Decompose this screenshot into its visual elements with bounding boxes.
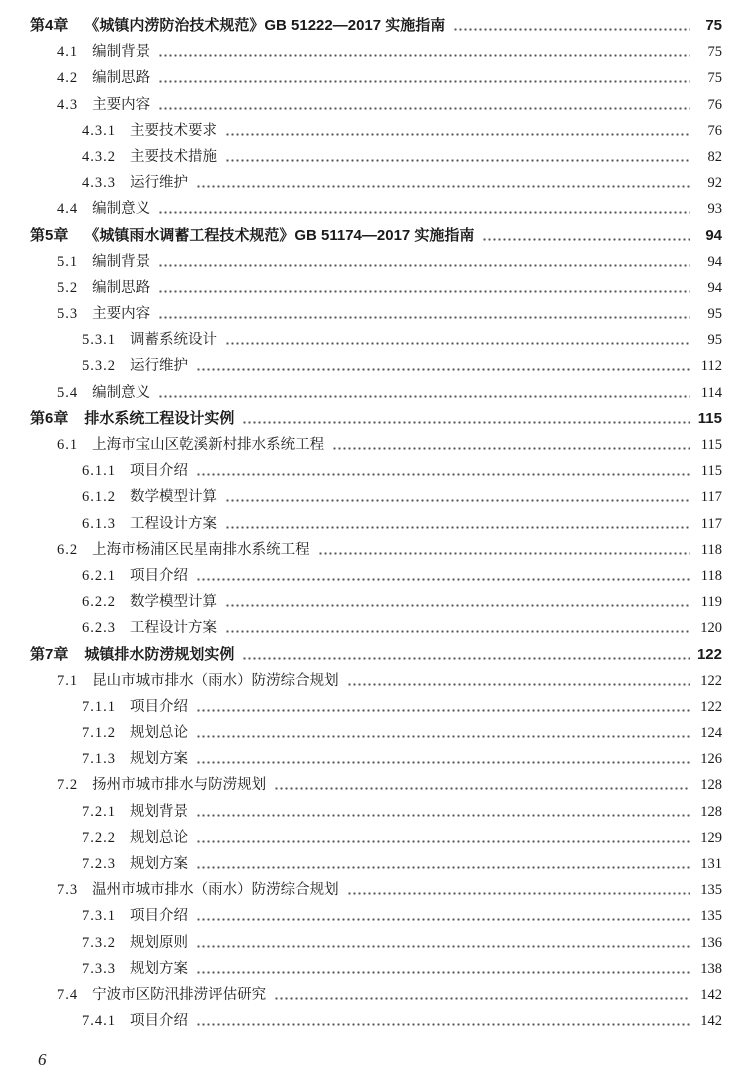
- toc-leader-dots: [196, 956, 690, 982]
- toc-leader-dots: [332, 432, 690, 458]
- toc-entry-label: 项目介绍: [130, 463, 188, 480]
- toc-entry: [30, 956, 722, 982]
- toc-entry-label: 编制思路: [92, 70, 151, 87]
- toc-entry: [30, 406, 722, 432]
- toc-entry-page: 82: [707, 148, 722, 165]
- toc-entry-page: 115: [697, 409, 722, 427]
- toc-entry-label: 上海市宝山区乾溪新村排水系统工程: [92, 437, 325, 453]
- toc-leader-dots: [242, 642, 690, 668]
- toc-leader-dots: [225, 144, 690, 170]
- toc-leader-dots: [196, 563, 690, 589]
- toc-entry-page: 120: [700, 620, 722, 637]
- toc-entry-label: 规划方案: [130, 960, 188, 977]
- toc-entry-label: 主要内容: [92, 306, 151, 323]
- toc-entry: [30, 327, 722, 353]
- toc-entry-page: 94: [707, 253, 722, 270]
- toc-entry-label: 项目介绍: [130, 698, 188, 715]
- toc-entry: [30, 301, 722, 327]
- toc-entry-number: 7.4: [57, 986, 79, 1003]
- toc-entry-number: 4.3.3: [82, 175, 116, 192]
- toc-entry: [30, 432, 722, 458]
- toc-entry-label: 昆山市城市排水（雨水）防涝综合规划: [92, 672, 339, 689]
- toc-entry-page: 118: [700, 541, 722, 558]
- toc-entry-label: 温州市城市排水（雨水）防涝综合规划: [92, 882, 339, 899]
- toc-entry-number: 6.1.3: [82, 515, 116, 532]
- toc-entry-number: 6.1.1: [82, 463, 116, 480]
- toc-leader-dots: [453, 13, 690, 39]
- toc-entry-page: 95: [707, 332, 722, 349]
- toc-leader-dots: [196, 170, 690, 196]
- toc-entry: [30, 65, 722, 91]
- toc-leader-dots: [158, 196, 690, 222]
- toc-entry-label: 编制背景: [92, 253, 151, 270]
- toc-leader-dots: [196, 694, 690, 720]
- toc-entry-number: 6.1: [57, 437, 79, 453]
- toc-entry-label: 规划方案: [130, 856, 188, 872]
- toc-entry: [30, 458, 722, 484]
- toc-entry: [30, 484, 722, 510]
- toc-entry-label: 项目介绍: [130, 908, 188, 925]
- toc-entry-page: 128: [700, 777, 722, 794]
- toc-entry-page: 124: [700, 725, 722, 742]
- toc-entry-number: 5.3.2: [82, 358, 116, 375]
- toc-entry-page: 119: [700, 594, 722, 611]
- toc-entry: [30, 380, 722, 406]
- toc-entry: [30, 170, 722, 196]
- toc-entry-page: 117: [700, 489, 722, 506]
- toc-entry: [30, 196, 722, 222]
- toc-entry-number: 第6章: [30, 409, 69, 427]
- toc-entry-label: 《城镇内涝防治技术规范》GB 51222—2017 实施指南: [84, 17, 446, 34]
- toc-leader-dots: [158, 301, 690, 327]
- toc-entry: [30, 930, 722, 956]
- toc-leader-dots: [196, 825, 690, 851]
- toc-entry-label: 编制意义: [92, 384, 151, 401]
- toc-entry-page: 135: [700, 882, 722, 899]
- toc-entry-number: 7.3.1: [82, 908, 116, 925]
- toc-leader-dots: [196, 930, 690, 956]
- toc-entry-page: 76: [707, 122, 722, 139]
- toc-entry-page: 117: [700, 515, 722, 532]
- toc-leader-dots: [196, 851, 690, 877]
- toc-entry: [30, 825, 722, 851]
- toc-entry-number: 5.4: [57, 384, 79, 401]
- toc-entry-label: 排水系统工程设计实例: [84, 409, 235, 427]
- toc-entry-number: 6.2.1: [82, 567, 116, 584]
- toc-entry: [30, 668, 722, 694]
- toc-leader-dots: [196, 720, 690, 746]
- toc-entry-label: 主要内容: [92, 96, 151, 113]
- toc-entry-number: 7.2.1: [82, 803, 116, 820]
- toc-leader-dots: [158, 380, 690, 406]
- toc-leader-dots: [196, 353, 690, 379]
- toc-entry-label: 运行维护: [130, 175, 188, 192]
- toc-entry-label: 《城镇雨水调蓄工程技术规范》GB 51174—2017 实施指南: [84, 226, 475, 244]
- toc-entry-label: 调蓄系统设计: [130, 332, 217, 349]
- toc-entry-page: 114: [700, 384, 722, 401]
- toc-entry-label: 规划方案: [130, 751, 188, 768]
- toc-entry-number: 4.4: [57, 201, 79, 218]
- toc-entry-number: 5.3.1: [82, 332, 116, 349]
- toc-leader-dots: [158, 249, 690, 275]
- toc-leader-dots: [347, 877, 690, 903]
- toc-entry-label: 项目介绍: [130, 567, 188, 584]
- toc-entry-number: 7.1.3: [82, 751, 116, 768]
- toc-leader-dots: [158, 92, 690, 118]
- toc-entry-page: 75: [705, 17, 722, 34]
- toc-entry-number: 7.1.1: [82, 698, 116, 715]
- toc-entry: [30, 511, 722, 537]
- toc-entry-page: 142: [700, 1013, 722, 1030]
- toc-leader-dots: [158, 39, 690, 65]
- toc-entry-number: 4.1: [57, 44, 79, 61]
- toc-entry-number: 7.3.2: [82, 934, 116, 951]
- toc-entry-page: 94: [707, 279, 722, 296]
- toc-leader-dots: [225, 511, 690, 537]
- toc-entry: [30, 563, 722, 589]
- toc-entry: [30, 720, 722, 746]
- toc-leader-dots: [196, 746, 690, 772]
- toc-entry: [30, 144, 722, 170]
- toc-entry-label: 上海市杨浦区民星南排水系统工程: [92, 541, 310, 558]
- toc-entry: [30, 877, 722, 903]
- folio-page-number: 6: [38, 1050, 47, 1069]
- toc-entry-page: 138: [700, 960, 722, 977]
- toc-entry-page: 112: [700, 358, 722, 375]
- toc-entry-page: 95: [707, 306, 722, 323]
- toc-entry-label: 宁波市区防汛排涝评估研究: [92, 986, 267, 1003]
- toc-entry: [30, 615, 722, 641]
- toc-entry: [30, 694, 722, 720]
- toc-entry-page: 126: [700, 751, 722, 768]
- toc-entry-label: 编制意义: [92, 201, 151, 218]
- toc-entry-label: 主要技术要求: [130, 122, 217, 139]
- toc-entry-number: 7.3: [57, 882, 79, 899]
- toc-leader-dots: [158, 65, 690, 91]
- toc-entry-page: 75: [707, 70, 722, 87]
- toc-entry-page: 94: [705, 226, 722, 244]
- toc-entry: [30, 589, 722, 615]
- toc-entry: [30, 249, 722, 275]
- toc-entry: [30, 223, 722, 249]
- toc-entry: [30, 92, 722, 118]
- toc-leader-dots: [225, 327, 690, 353]
- toc-entry-number: 6.1.2: [82, 489, 116, 506]
- toc-leader-dots: [196, 458, 690, 484]
- toc-entry-page: 76: [707, 96, 722, 113]
- toc-entry-number: 第5章: [30, 226, 69, 244]
- toc-entry-page: 128: [700, 803, 722, 820]
- toc-entry: [30, 746, 722, 772]
- toc-entry-label: 项目介绍: [130, 1013, 188, 1030]
- toc-entry-number: 7.2.3: [82, 856, 116, 872]
- toc-entry-number: 5.2: [57, 279, 79, 296]
- toc-entry-label: 扬州市城市排水与防涝规划: [92, 777, 267, 794]
- toc-entry: [30, 851, 722, 877]
- toc-entry-number: 7.2.2: [82, 829, 116, 846]
- toc-entry-number: 6.2: [57, 541, 79, 558]
- toc-entry-label: 数学模型计算: [130, 489, 217, 506]
- toc-entry: [30, 799, 722, 825]
- toc-leader-dots: [482, 223, 690, 249]
- toc-leader-dots: [347, 668, 690, 694]
- toc-entry-number: 7.1.2: [82, 725, 116, 742]
- toc-leader-dots: [196, 1008, 690, 1034]
- toc-entry-label: 运行维护: [130, 358, 188, 375]
- toc-entry-page: 122: [696, 645, 722, 663]
- toc-entry-label: 主要技术措施: [130, 148, 217, 165]
- toc-entry-number: 7.4.1: [82, 1013, 116, 1030]
- toc-entry-page: 92: [707, 175, 722, 192]
- toc-entry-label: 规划总论: [130, 725, 188, 742]
- toc-entry: [30, 118, 722, 144]
- toc-entry-number: 7.3.3: [82, 960, 116, 977]
- toc-entry-page: 115: [700, 437, 722, 453]
- toc-entry: [30, 642, 722, 668]
- toc-entry-page: 131: [700, 856, 722, 872]
- toc-entry-number: 7.1: [57, 672, 79, 689]
- toc-entry-number: 4.3.1: [82, 122, 116, 139]
- toc-entry-number: 5.3: [57, 306, 79, 323]
- toc-entry-label: 工程设计方案: [130, 515, 217, 532]
- toc-leader-dots: [274, 772, 690, 798]
- toc-leader-dots: [196, 903, 690, 929]
- toc-entry-label: 编制思路: [92, 279, 151, 296]
- toc-entry-page: 93: [707, 201, 722, 218]
- toc-entry-page: 129: [700, 829, 722, 846]
- toc-entry-page: 115: [700, 463, 722, 480]
- toc-entry-number: 4.3.2: [82, 148, 116, 165]
- toc-leader-dots: [318, 537, 690, 563]
- toc-entry-number: 第7章: [30, 645, 69, 663]
- toc-entry-page: 122: [700, 672, 722, 689]
- toc-entry: [30, 13, 722, 39]
- toc-entry-page: 135: [700, 908, 722, 925]
- toc-entry-page: 142: [700, 986, 722, 1003]
- toc-entry: [30, 353, 722, 379]
- toc-leader-dots: [242, 406, 690, 432]
- toc-entry-label: 规划总论: [130, 829, 188, 846]
- toc-entry-page: 136: [700, 934, 722, 951]
- toc-entry-label: 工程设计方案: [130, 620, 217, 637]
- toc-entry-label: 规划原则: [130, 934, 188, 951]
- toc-leader-dots: [225, 118, 690, 144]
- toc-leader-dots: [196, 799, 690, 825]
- toc-leader-dots: [225, 615, 690, 641]
- toc-leader-dots: [225, 589, 690, 615]
- toc-entry: [30, 39, 722, 65]
- toc-entry-number: 7.2: [57, 777, 79, 794]
- toc-entry-label: 城镇排水防涝规划实例: [84, 645, 235, 663]
- toc-entry: [30, 982, 722, 1008]
- toc-entry: [30, 537, 722, 563]
- toc-entry-number: 6.2.3: [82, 620, 116, 637]
- toc-entry-page: 118: [700, 567, 722, 584]
- toc-entry-label: 编制背景: [92, 44, 151, 61]
- toc-entry-number: 4.2: [57, 70, 79, 87]
- toc-leader-dots: [225, 484, 690, 510]
- toc-entry-number: 5.1: [57, 253, 79, 270]
- toc-entry-label: 规划背景: [130, 803, 188, 820]
- toc-leader-dots: [158, 275, 690, 301]
- toc-entry-number: 6.2.2: [82, 594, 116, 611]
- toc-entry-page: 122: [700, 698, 722, 715]
- toc-leader-dots: [274, 982, 690, 1008]
- toc-entry: [30, 772, 722, 798]
- toc-entry-label: 数学模型计算: [130, 594, 217, 611]
- toc-entry-page: 75: [707, 44, 722, 61]
- toc-entry: [30, 275, 722, 301]
- toc-entry-number: 第4章: [30, 17, 69, 34]
- toc-entry-number: 4.3: [57, 96, 79, 113]
- toc-entry: [30, 1008, 722, 1034]
- toc-entry: [30, 903, 722, 929]
